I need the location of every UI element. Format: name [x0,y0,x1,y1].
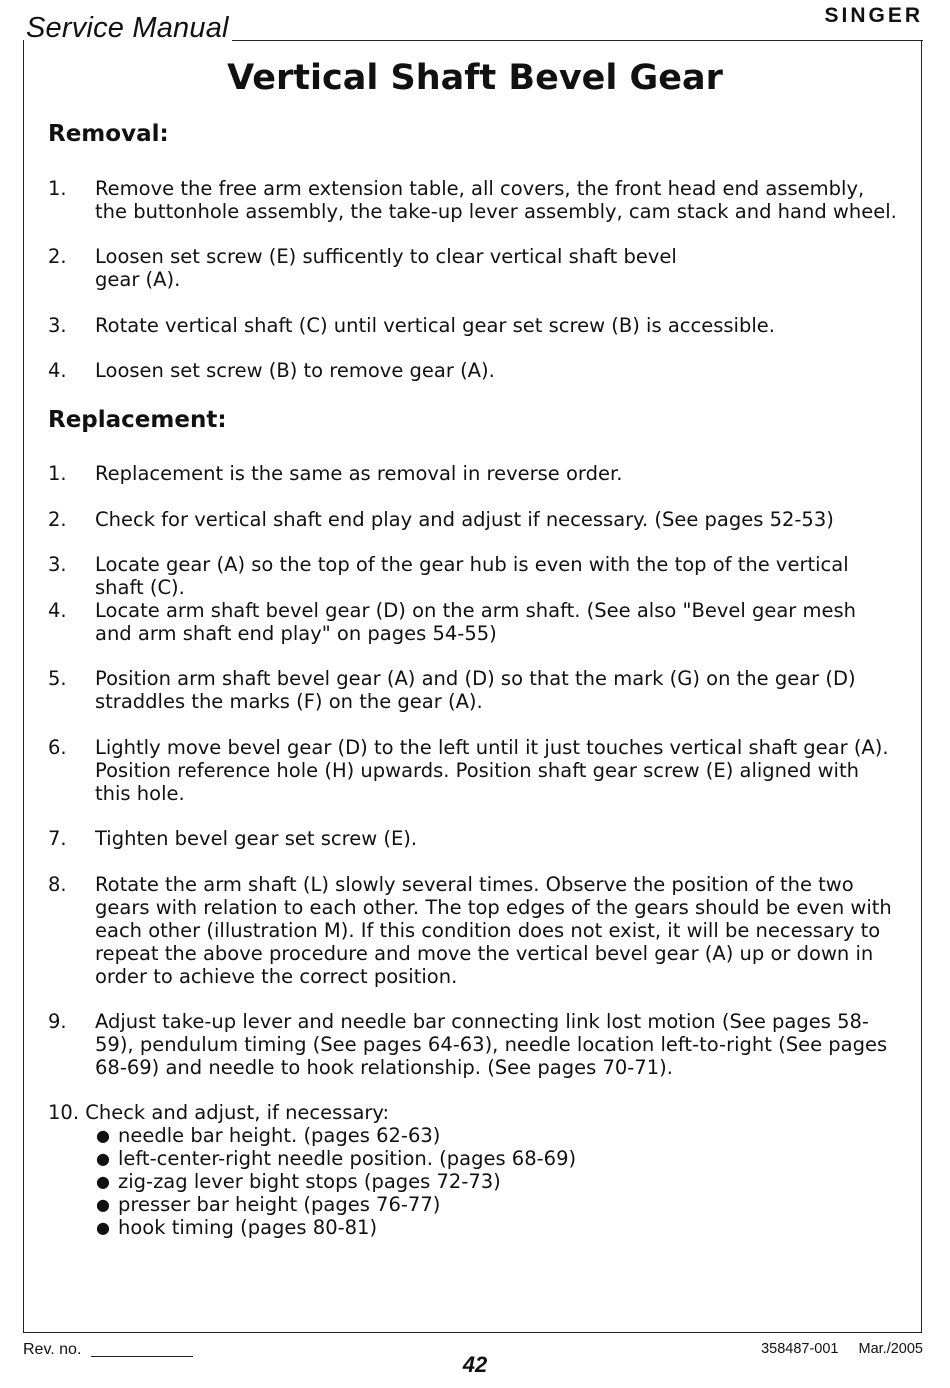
replacement-step-6 [48,736,898,805]
replacement-step-9 [48,1010,898,1079]
document-date: Mar./2005 [858,1341,923,1357]
step-number: 4. [48,599,67,622]
bullet-icon: ● [96,1195,110,1214]
step-text: Rotate vertical shaft (C) until vertical gear set screw (B) is accessible. [95,314,775,337]
list-item: ● hook timing (pages 80-81) [96,1216,378,1239]
step-number: 7. [48,827,67,850]
replacement-step-4 [48,599,898,645]
check-list [94,1124,576,1239]
bullet-icon: ● [96,1218,110,1237]
list-item: ● left-center-right needle position. (pages 68-69) [96,1147,577,1170]
step-number: 2. [48,508,67,531]
removal-step-2 [48,245,708,291]
list-item: ● zig-zag lever bight stops (pages 72-73) [96,1170,501,1193]
replacement-heading: Replacement: [48,407,227,433]
step-number: 3. [48,553,67,576]
step-number: 5. [48,667,67,690]
list-item: ● needle bar height. (pages 62-63) [96,1124,441,1147]
step-number: 8. [48,873,67,896]
brand-logo: SINGER [824,4,923,27]
step-text: Tighten bevel gear set screw (E). [95,827,418,850]
page-title: Vertical Shaft Bevel Gear [227,58,723,98]
replacement-step-10 [48,1101,389,1124]
step-text: Remove the free arm extension table, all covers, the front head end assembly, the buttonhole assembly, the take-up lever assembly, cam stack and hand wheel. [95,177,897,223]
step-text: Locate arm shaft bevel gear (D) on the arm shaft. (See also "Bevel gear mesh and arm shaft end play" on pages 54-55) [95,599,857,645]
step-text: Check and adjust, if necessary: [85,1101,390,1124]
step-text: Adjust take-up lever and needle bar connecting link lost motion (See pages 58-59), pendulum timing (See pages 64-63), needle location left-to-right (See pages 68-69) and needle to hook relationship. (See pages 70-71). [95,1010,888,1079]
bullet-icon: ● [96,1126,110,1145]
list-item: ● presser bar height (pages 76-77) [96,1193,441,1216]
step-number: 1. [48,462,67,485]
step-text: Rotate the arm shaft (L) slowly several times. Observe the position of the two gears with relation to each other. The top edges of the gears should be even with each other (illustration M). If this condition does not exist, it will be necessary to repeat the above procedure and move the vertical bevel gear (A) up or down in order to achieve the correct position. [95,873,892,988]
removal-step-3 [48,314,898,337]
replacement-step-3 [48,553,898,599]
removal-heading: Removal: [48,121,169,147]
replacement-step-1 [48,462,898,485]
revision-label: Rev. no. [23,1341,82,1358]
step-text: Position arm shaft bevel gear (A) and (D) so that the mark (G) on the gear (D) straddles the marks (F) on the gear (A). [95,667,856,713]
step-text: Lightly move bevel gear (D) to the left until it just touches vertical shaft gear (A). Position reference hole (H) upwards. Position shaft gear screw (E) aligned with this hole. [95,736,889,805]
step-number: 6. [48,736,67,759]
step-text: Locate gear (A) so the top of the gear hub is even with the top of the vertical shaft (C). [95,553,849,599]
replacement-step-5 [48,667,898,713]
document-info [761,1341,923,1357]
removal-step-1 [48,177,898,223]
page-number: 42 [462,1352,488,1377]
replacement-step-7 [48,827,898,850]
document-number: 358487-001 [761,1341,839,1357]
replacement-step-2 [48,508,898,531]
step-number: 2. [48,245,67,268]
replacement-step-8 [48,873,898,988]
step-text: Check for vertical shaft end play and adjust if necessary. (See pages 52-53) [95,508,834,531]
step-number: 4. [48,359,67,382]
step-text: Replacement is the same as removal in reverse order. [95,462,623,485]
manual-title: Service Manual [26,12,229,44]
bullet-icon: ● [96,1172,110,1191]
step-number: 1. [48,177,67,200]
step-number: 9. [48,1010,67,1033]
step-text: Loosen set screw (E) sufficently to clear vertical shaft bevel gear (A). [95,245,677,291]
step-text: Loosen set screw (B) to remove gear (A). [95,359,495,382]
removal-step-4 [48,359,898,382]
bullet-icon: ● [96,1149,110,1168]
step-number: 3. [48,314,67,337]
step-number: 10. [48,1101,80,1124]
